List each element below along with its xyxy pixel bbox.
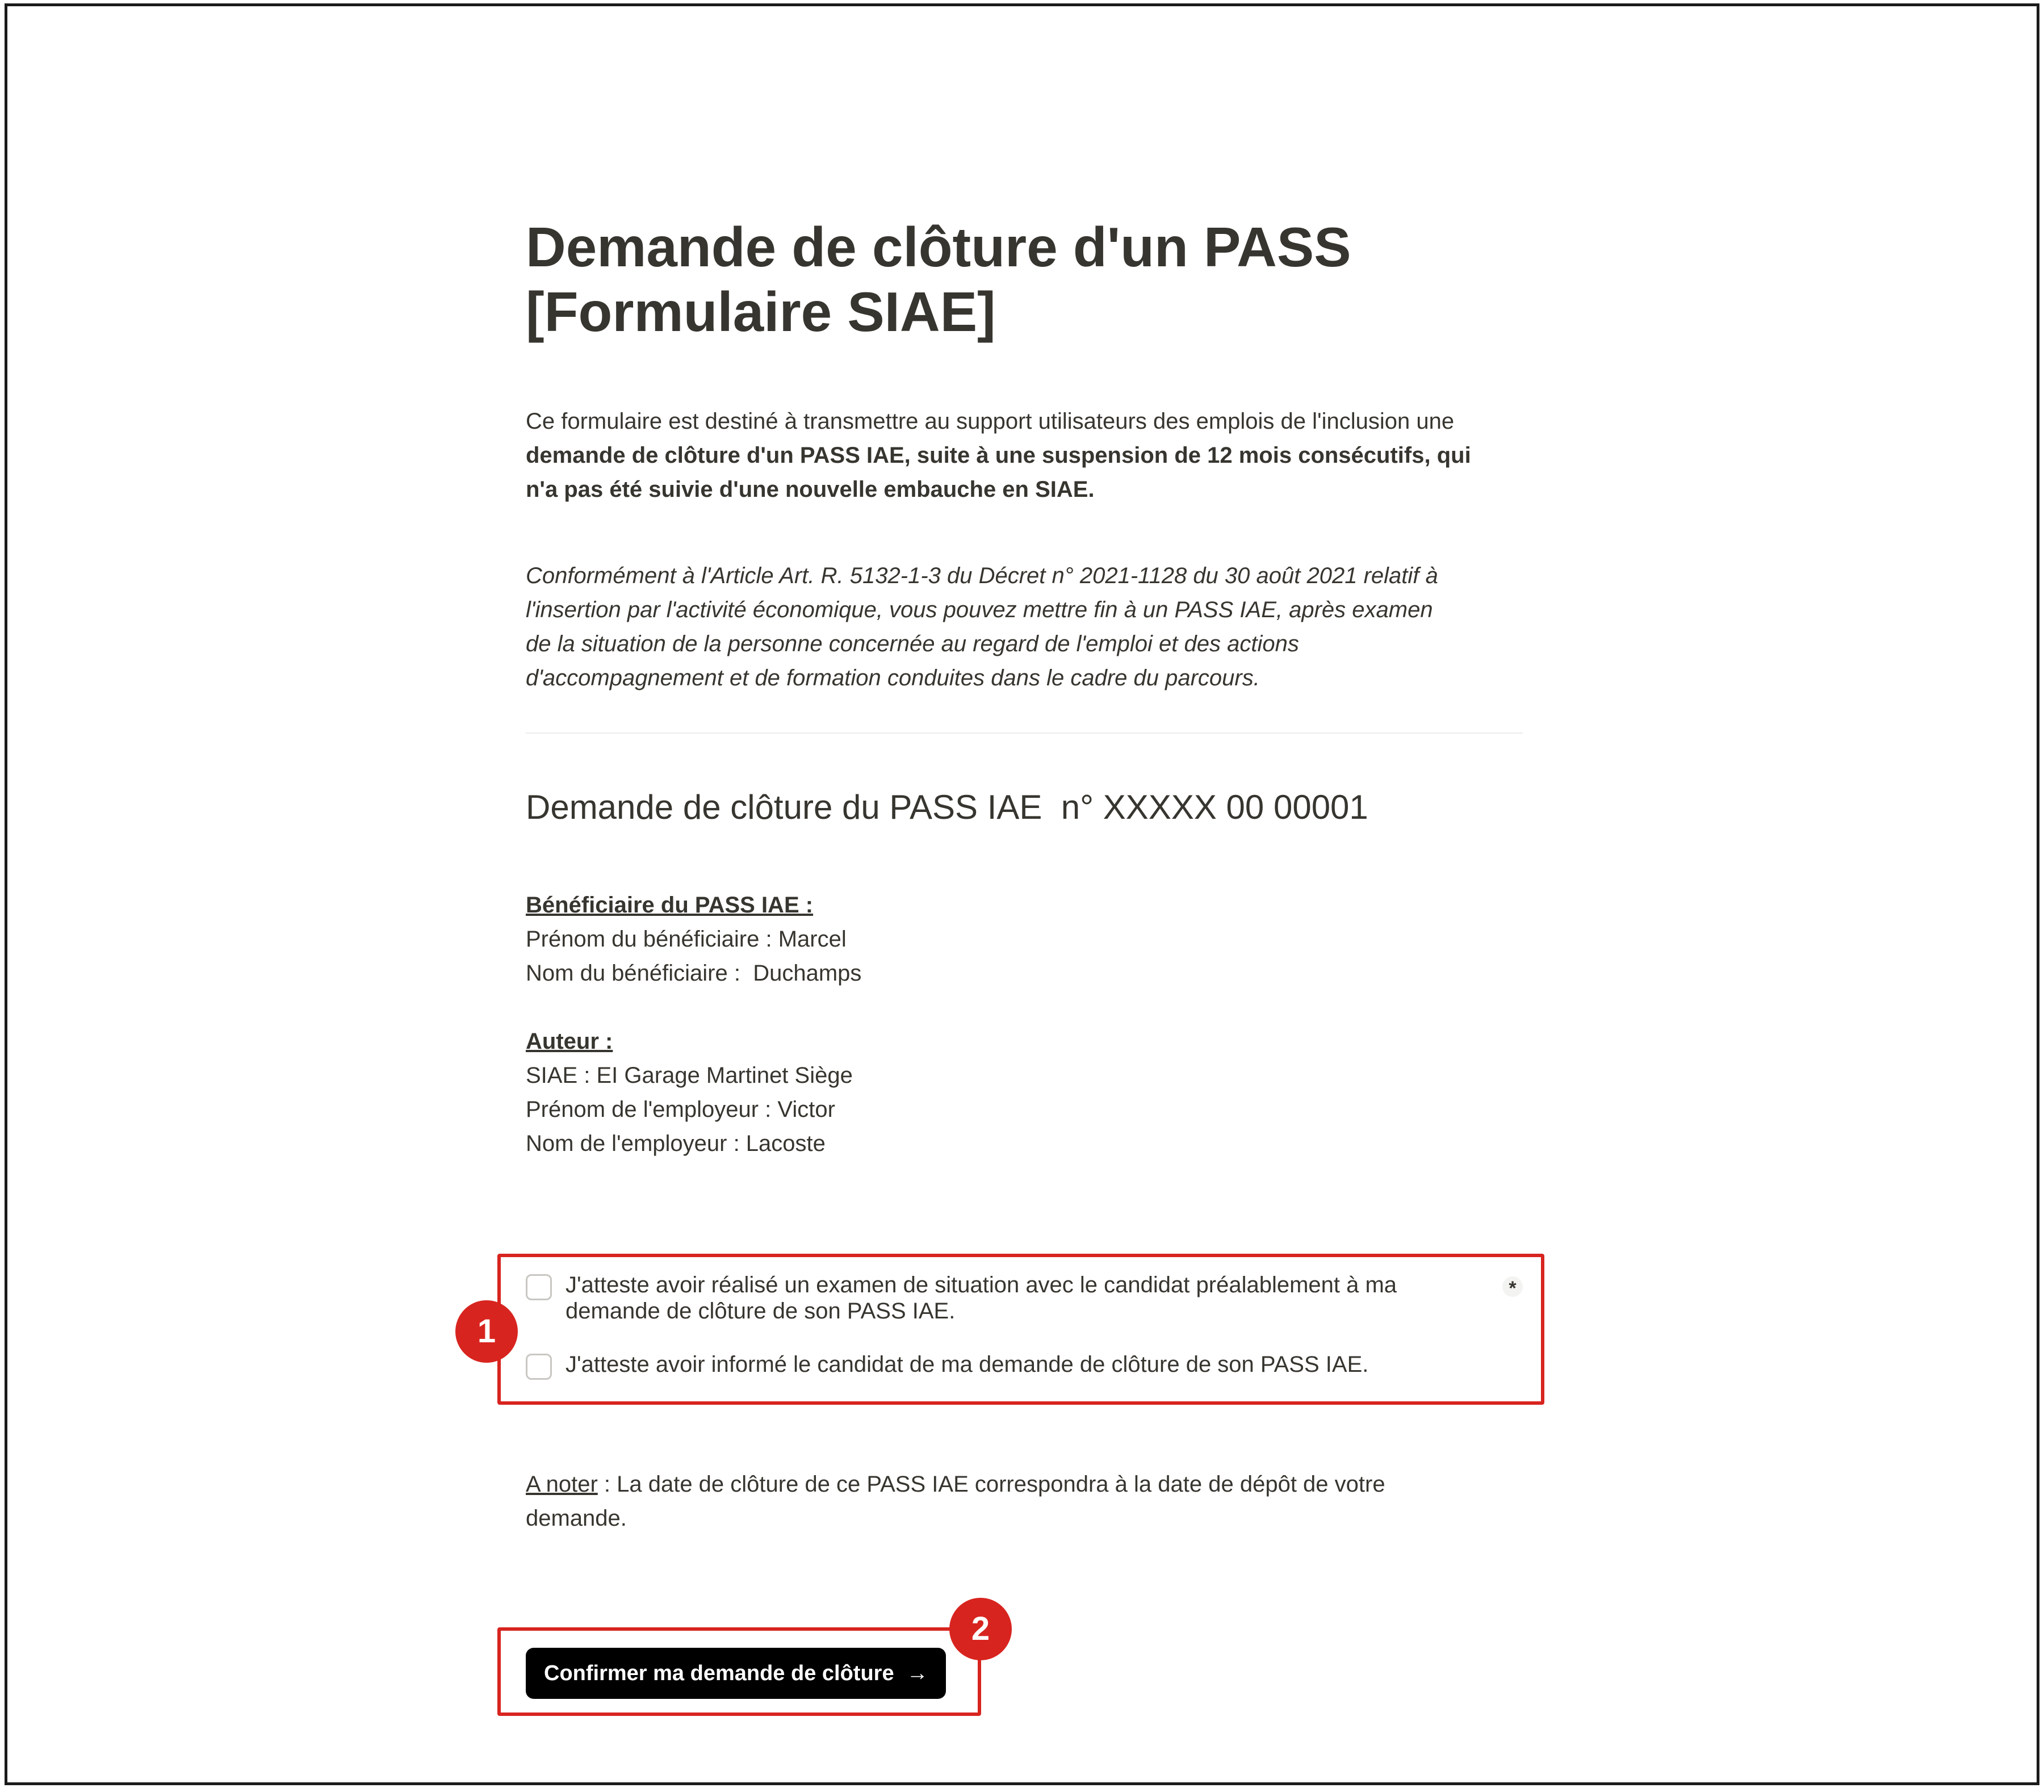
attestation-information-label[interactable]: J'atteste avoir informé le candidat de ma demande de clôture de son PASS IAE. bbox=[566, 1352, 1369, 1377]
arrow-right-icon: → bbox=[906, 1661, 928, 1685]
beneficiary-block bbox=[526, 888, 1525, 990]
legal-line1: Conformément à l'Article Art. R. 5132-1-3 du Décret n° 2021-1128 du 30 août 2021 relatif à bbox=[526, 563, 1438, 588]
legal-line3: de la situation de la personne concernée au regard de l'emploi et des actions bbox=[526, 631, 1299, 656]
author-last-name: Nom de l'employeur : Lacoste bbox=[526, 1131, 826, 1156]
confirm-closure-button-label: Confirmer ma demande de clôture bbox=[544, 1661, 894, 1685]
annotation-badge-1: 1 bbox=[455, 1300, 518, 1363]
divider bbox=[526, 732, 1523, 734]
author-first-name: Prénom de l'employeur : Victor bbox=[526, 1097, 835, 1122]
beneficiary-first-name: Prénom du bénéficiaire : Marcel bbox=[526, 927, 847, 952]
attestation-examen-label-line2: demande de clôture de son PASS IAE. bbox=[566, 1299, 956, 1324]
legal-paragraph bbox=[526, 559, 1525, 695]
intro-bold-line3: n'a pas été suivie d'une nouvelle embauche en SIAE. bbox=[526, 477, 1095, 502]
intro-paragraph bbox=[526, 404, 1525, 506]
note-paragraph bbox=[526, 1467, 1525, 1535]
legal-line4: d'accompagnement et de formation conduites dans le cadre du parcours. bbox=[526, 665, 1260, 690]
intro-bold-line2: demande de clôture d'un PASS IAE, suite à une suspension de 12 mois consécutifs, qui bbox=[526, 443, 1471, 468]
author-heading: Auteur : bbox=[526, 1029, 613, 1054]
section-title: Demande de clôture du PASS IAE n° XXXXX 00 00001 bbox=[526, 788, 1368, 826]
beneficiary-heading: Bénéficiaire du PASS IAE : bbox=[526, 893, 814, 918]
annotation-box-checklist bbox=[497, 1254, 1544, 1405]
author-block bbox=[526, 1024, 1525, 1161]
attestation-examen-label-line1: J'atteste avoir réalisé un examen de situation avec le candidat préalablement à ma bbox=[566, 1272, 1397, 1297]
note-label: A noter bbox=[526, 1472, 598, 1497]
intro-line1: Ce formulaire est destiné à transmettre au support utilisateurs des emplois de l'inclusion une bbox=[526, 409, 1455, 434]
author-siae: SIAE : EI Garage Martinet Siège bbox=[526, 1063, 853, 1088]
note-text-line1: : La date de clôture de ce PASS IAE correspondra à la date de dépôt de votre bbox=[597, 1472, 1385, 1497]
page-title bbox=[526, 215, 1491, 344]
page-title-line2: [Formulaire SIAE] bbox=[526, 280, 996, 343]
annotation-box-submit bbox=[497, 1627, 981, 1716]
legal-line2: l'insertion par l'activité économique, vous pouvez mettre fin à un PASS IAE, après examen bbox=[526, 597, 1433, 622]
page-title-line1: Demande de clôture d'un PASS bbox=[526, 216, 1351, 278]
beneficiary-last-name: Nom du bénéficiaire : Duchamps bbox=[526, 961, 862, 986]
note-text-line2: demande. bbox=[526, 1506, 627, 1531]
annotation-badge-2: 2 bbox=[949, 1598, 1012, 1660]
required-indicator: * bbox=[1502, 1276, 1523, 1297]
